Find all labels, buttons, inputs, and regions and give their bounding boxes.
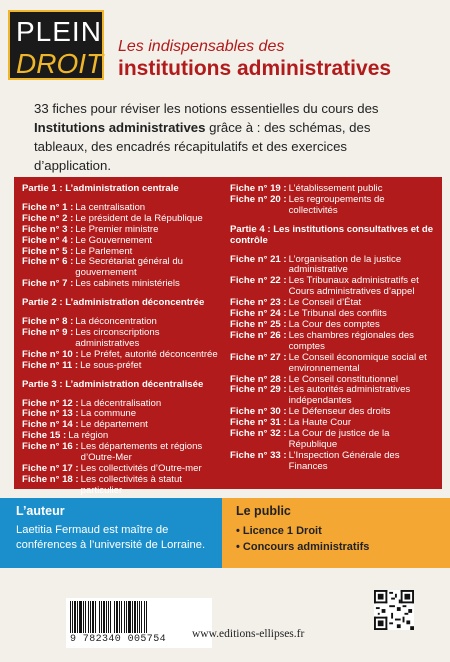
- entry-title: Le Gouvernement: [75, 234, 153, 246]
- public-item: • Concours administratifs: [236, 541, 370, 553]
- entry-number: Fiche n° 11 :: [22, 359, 79, 371]
- part-heading: Partie 3 : L’administration décentralisée: [22, 378, 204, 390]
- entry-number: Fiche n° 12 :: [22, 397, 79, 409]
- entry-number: Fiche n° 22 :: [230, 275, 287, 287]
- part-heading: Partie 1 : L’administration centrale: [22, 183, 179, 194]
- intro-text-1: 33 fiches pour réviser les notions essentielles du cours des: [34, 101, 379, 116]
- entry-number: Fiche n° 25 :: [230, 318, 287, 330]
- entry-title: Le président de la République: [75, 212, 203, 224]
- public-panel: [222, 498, 450, 568]
- entry-title: Le Tribunal des conflits: [288, 308, 387, 320]
- author-heading: L’auteur: [16, 504, 65, 518]
- entry-title: Les collectivités à statut particulier: [80, 473, 182, 496]
- plein-droit-logo: [8, 10, 104, 80]
- entry-number: Fiche n° 14 :: [22, 419, 79, 431]
- entry-title: L’établissement public: [288, 183, 383, 194]
- entry-number: Fiche n° 4 :: [22, 234, 74, 246]
- qr-code-icon: [374, 590, 414, 630]
- toc-entry: [22, 475, 224, 497]
- entry-title: La déconcentration: [75, 316, 157, 328]
- entry-title: Les regroupements de collectivités: [288, 193, 385, 216]
- entry-number: Fiche n° 20 :: [230, 193, 287, 205]
- entry-number: Fiche n° 7 :: [22, 278, 74, 290]
- public-item: • Licence 1 Droit: [236, 525, 322, 537]
- toc-entry: [22, 361, 224, 372]
- entry-number: Fiche n° 33 :: [230, 449, 287, 461]
- entry-title: La décentralisation: [80, 397, 162, 409]
- entry-number: Fiche n° 27 :: [230, 351, 287, 363]
- entry-title: La Cour de justice de la République: [288, 428, 390, 450]
- entry-title: La Haute Cour: [288, 417, 352, 429]
- logo-line1: PLEIN: [16, 16, 102, 47]
- website-url: www.editions-ellipses.fr: [192, 628, 305, 640]
- entry-number: Fiche n° 29 :: [230, 384, 287, 396]
- entry-title: Le Premier ministre: [75, 223, 159, 235]
- author-text: Laetitia Fermaud est maître de conférences à l’université de Lorraine.: [16, 524, 206, 551]
- entry-title: Le Secrétariat général du gouvernement: [75, 256, 184, 279]
- entry-title: Le département: [80, 419, 148, 431]
- entry-title: Le Parlement: [75, 245, 133, 257]
- entry-number: Fiche n° 10 :: [22, 348, 79, 360]
- logo-line2: DROIT: [16, 48, 104, 79]
- toc-entry: [230, 195, 436, 217]
- entry-number: Fiche n° 19 :: [230, 183, 287, 194]
- entry-title: Les autorités administratives indépendantes: [288, 384, 411, 407]
- entry-number: Fiche n° 23 :: [230, 297, 287, 309]
- entry-title: Les cabinets ministériels: [75, 278, 180, 290]
- entry-number: Fiche n° 24 :: [230, 308, 287, 320]
- entry-title: L’organisation de la justice administrative: [288, 253, 402, 276]
- entry-number: Fiche n° 2 :: [22, 212, 74, 224]
- entry-title: Le sous-préfet: [80, 359, 142, 371]
- toc-entry: [230, 353, 436, 375]
- entry-number: Fiche n° 5 :: [22, 245, 74, 257]
- entry-number: Fiche n° 28 :: [230, 373, 287, 385]
- entry-title: Le Préfet, autorité déconcentrée: [80, 348, 218, 360]
- entry-number: Fiche n° 17 :: [22, 462, 79, 474]
- toc-right-column: [230, 184, 436, 473]
- entry-title: Le Conseil constitutionnel: [288, 373, 398, 385]
- entry-title: La centralisation: [75, 201, 146, 213]
- entry-number: Fiche n° 26 :: [230, 329, 287, 341]
- entry-title: Le Conseil économique social et environnemental: [288, 351, 427, 374]
- entry-title: Les départements et régions d’Outre-Mer: [80, 441, 203, 464]
- barcode-number: 9 782340 005754: [70, 634, 167, 645]
- toc-entry: [22, 328, 224, 350]
- entry-title: Le Défenseur des droits: [288, 406, 391, 418]
- intro-bold: Institutions administratives: [34, 120, 206, 135]
- entry-number: Fiche n° 6 :: [22, 256, 74, 268]
- toc-entry: [22, 279, 224, 290]
- entry-number: Fiche n° 8 :: [22, 316, 74, 328]
- toc-entry: [22, 236, 224, 247]
- author-panel: [0, 498, 222, 568]
- entry-number: Fiche n° 30 :: [230, 406, 287, 418]
- toc-entry: [230, 331, 436, 353]
- entry-number: Fiche n° 13 :: [22, 408, 79, 420]
- barcode-stripe: [146, 601, 147, 633]
- entry-title: Les Tribunaux administratifs et Cours administratives d’appel: [288, 275, 419, 298]
- entry-title: L’Inspection Générale des Finances: [288, 449, 400, 472]
- entry-number: Fiche n° 3 :: [22, 223, 74, 235]
- entry-title: La Cour des comptes: [288, 318, 380, 330]
- toc-entry: [230, 255, 436, 277]
- part-heading: Partie 4 : Les institutions consultatives et de contrôle: [230, 223, 434, 246]
- toc-entry: [230, 276, 436, 298]
- toc-entry: [22, 442, 224, 464]
- entry-title: La région: [68, 430, 109, 442]
- entry-title: Les collectivités d’Outre-mer: [80, 462, 202, 474]
- public-heading: Le public: [236, 504, 291, 518]
- header-title: institutions administratives: [118, 57, 392, 80]
- toc-entry: [230, 451, 436, 473]
- table-of-contents: [14, 177, 442, 496]
- entry-title: La commune: [80, 408, 137, 420]
- toc-entry: [22, 225, 224, 236]
- toc-entry: [230, 429, 436, 451]
- toc-entry: [22, 257, 224, 279]
- entry-number: Fiche n° 9 :: [22, 326, 74, 338]
- entry-number: Fiche n° 32 :: [230, 428, 287, 440]
- entry-number: Fiche n° 18 :: [22, 473, 79, 485]
- entry-number: Fiche n° 31 :: [230, 417, 287, 429]
- intro-paragraph: [34, 99, 426, 175]
- entry-number: Fiche n° 21 :: [230, 253, 287, 265]
- intro-text-2: grâce à : des schémas, des tableaux, des encadrés récapitulatifs et des exercices d’application.: [34, 120, 371, 173]
- toc-entry: [230, 385, 436, 407]
- part-heading: Partie 2 : L’administration déconcentrée: [22, 297, 205, 309]
- entry-number: Fiche n° 1 :: [22, 201, 74, 213]
- barcode-bars: [70, 601, 208, 633]
- toc-left-column: [22, 184, 224, 497]
- entry-title: Les circonscriptions administratives: [75, 326, 160, 349]
- entry-title: Le Conseil d’État: [288, 297, 362, 309]
- entry-number: Fiche 15 :: [22, 430, 67, 442]
- isbn-barcode: [66, 598, 212, 648]
- entry-number: Fiche n° 16 :: [22, 441, 79, 453]
- entry-title: Les chambres régionales des comptes: [288, 329, 414, 352]
- header-subtitle: Les indispensables des: [118, 38, 285, 55]
